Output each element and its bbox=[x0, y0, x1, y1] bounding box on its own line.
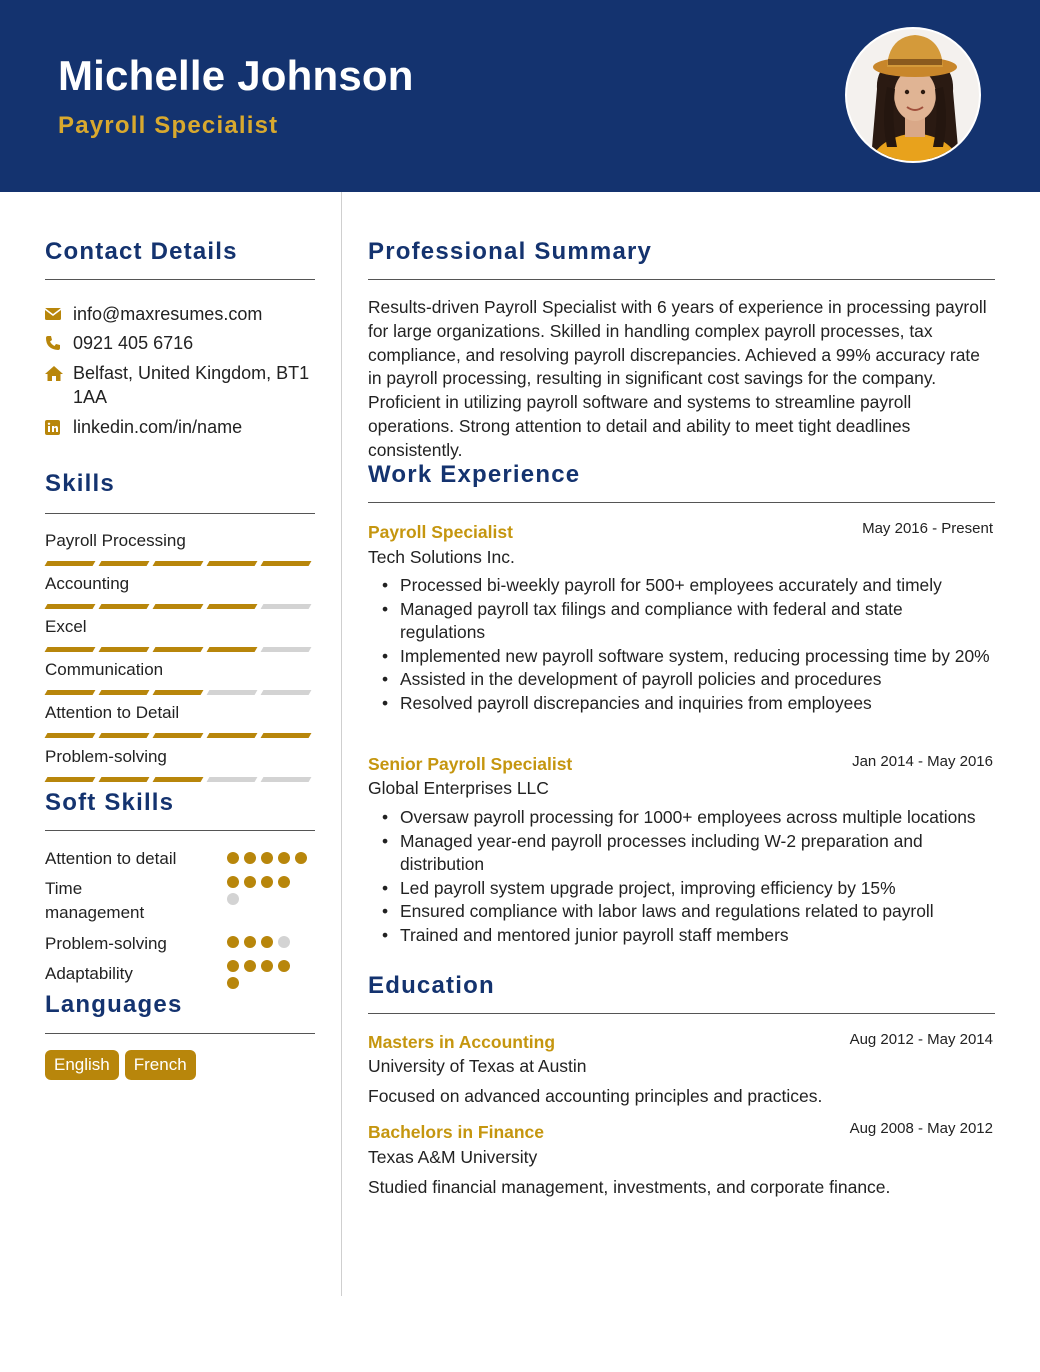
job-bullet: • Trained and mentored junior payroll staff members bbox=[380, 924, 992, 948]
soft-skill-name: Problem-solving bbox=[45, 934, 167, 953]
rating-dot bbox=[278, 876, 290, 888]
skill-level-segment bbox=[261, 561, 312, 566]
skill-name: Excel bbox=[45, 617, 87, 636]
rating-dot bbox=[261, 960, 273, 972]
rating-dot bbox=[244, 936, 256, 948]
job-date: May 2016 - Present bbox=[862, 520, 993, 537]
job-title: Senior Payroll Specialist bbox=[368, 754, 573, 774]
skill-level-segment bbox=[261, 690, 312, 695]
rating-dot bbox=[261, 852, 273, 864]
job-bullet: • Oversaw payroll processing for 1000+ employees across multiple locations bbox=[380, 806, 992, 830]
skill-level-segment bbox=[207, 733, 258, 738]
education-heading: Education bbox=[368, 972, 495, 999]
skill-level-bar bbox=[46, 733, 310, 738]
degree-title: Masters in Accounting bbox=[368, 1032, 556, 1052]
soft-skill-rating bbox=[227, 936, 295, 948]
skill-name: Problem-solving bbox=[45, 747, 167, 766]
rating-dot bbox=[278, 960, 290, 972]
skill-level-segment bbox=[261, 604, 312, 609]
contact-address bbox=[45, 361, 313, 409]
contact-address-text: Belfast, United Kingdom, BT1 1AA bbox=[73, 363, 310, 407]
rating-dot bbox=[278, 936, 290, 948]
skill-name: Communication bbox=[45, 660, 164, 679]
skill-level-segment bbox=[261, 733, 312, 738]
rating-dot bbox=[261, 876, 273, 888]
skill-level-segment bbox=[207, 690, 258, 695]
degree-description: Studied financial management, investments, and corporate finance. bbox=[368, 1177, 891, 1197]
skill-level-segment bbox=[153, 647, 204, 652]
school-name: University of Texas at Austin bbox=[368, 1056, 587, 1076]
skill-level-segment bbox=[45, 604, 96, 609]
skill-name: Attention to Detail bbox=[45, 703, 180, 722]
rating-dot bbox=[227, 936, 239, 948]
linkedin-icon bbox=[45, 415, 73, 439]
summary-rule bbox=[368, 279, 995, 280]
skill-level-segment bbox=[45, 733, 96, 738]
job-bullets bbox=[380, 574, 992, 716]
profile-photo-icon bbox=[847, 29, 981, 163]
soft-skill-rating bbox=[227, 960, 295, 989]
job-bullet: • Resolved payroll discrepancies and inquiries from employees bbox=[380, 692, 992, 716]
degree-title: Bachelors in Finance bbox=[368, 1122, 545, 1142]
job-bullet: • Ensured compliance with labor laws and regulations related to payroll bbox=[380, 900, 992, 924]
skill-level-segment bbox=[45, 647, 96, 652]
contact-linkedin[interactable] bbox=[45, 415, 313, 439]
skill-name: Payroll Processing bbox=[45, 531, 186, 550]
candidate-name: Michelle Johnson bbox=[58, 52, 414, 99]
rating-dot bbox=[227, 960, 239, 972]
job-bullet: • Processed bi-weekly payroll for 500+ employees accurately and timely bbox=[380, 574, 992, 598]
rating-dot bbox=[227, 876, 239, 888]
job-bullet: • Assisted in the development of payroll policies and procedures bbox=[380, 668, 992, 692]
education-rule bbox=[368, 1013, 995, 1014]
rating-dot bbox=[244, 852, 256, 864]
soft-skill-name: Attention to detail bbox=[45, 849, 177, 868]
skill-level-segment bbox=[99, 647, 150, 652]
skill-name: Accounting bbox=[45, 574, 130, 593]
contact-heading: Contact Details bbox=[45, 238, 238, 265]
contact-rule bbox=[45, 279, 315, 280]
job-bullet: • Managed year-end payroll processes including W-2 preparation and distribution bbox=[380, 830, 992, 877]
phone-icon bbox=[45, 331, 73, 355]
soft-skill-name: Adaptability bbox=[45, 964, 133, 983]
skill-level-segment bbox=[45, 561, 96, 566]
job-bullet: • Managed payroll tax filings and compliance with federal and state regulations bbox=[380, 598, 992, 645]
rating-dot bbox=[227, 977, 239, 989]
skill-level-segment bbox=[207, 561, 258, 566]
experience-heading: Work Experience bbox=[368, 461, 581, 488]
contact-email[interactable] bbox=[45, 302, 313, 326]
soft-skills-rule bbox=[45, 830, 315, 831]
skill-level-segment bbox=[153, 777, 204, 782]
soft-skills-heading: Soft Skills bbox=[45, 789, 175, 816]
summary-heading: Professional Summary bbox=[368, 238, 653, 265]
rating-dot bbox=[227, 893, 239, 905]
home-icon bbox=[45, 361, 73, 385]
profile-photo bbox=[845, 27, 981, 163]
skill-level-segment bbox=[99, 604, 150, 609]
degree-description: Focused on advanced accounting principles and practices. bbox=[368, 1086, 823, 1106]
job-title: Payroll Specialist bbox=[368, 522, 513, 542]
contact-phone-text: 0921 405 6716 bbox=[73, 333, 194, 353]
job-bullets bbox=[380, 806, 992, 948]
skill-level-segment bbox=[153, 733, 204, 738]
contact-phone[interactable] bbox=[45, 331, 313, 355]
languages-heading: Languages bbox=[45, 991, 183, 1018]
envelope-icon bbox=[45, 302, 73, 326]
skill-level-segment bbox=[207, 777, 258, 782]
experience-rule bbox=[368, 502, 995, 503]
skill-level-bar bbox=[46, 777, 310, 782]
language-tag-french: French bbox=[125, 1050, 196, 1080]
job-bullet: • Implemented new payroll software system, reducing processing time by 20% bbox=[380, 645, 992, 669]
skill-level-segment bbox=[153, 604, 204, 609]
soft-skill-rating bbox=[227, 852, 312, 864]
degree-date: Aug 2012 - May 2014 bbox=[849, 1031, 993, 1048]
rating-dot bbox=[244, 876, 256, 888]
skill-level-segment bbox=[99, 733, 150, 738]
soft-skill-rating bbox=[227, 876, 295, 905]
job-date: Jan 2014 - May 2016 bbox=[852, 753, 993, 770]
languages-rule bbox=[45, 1033, 315, 1034]
degree-date: Aug 2008 - May 2012 bbox=[849, 1120, 993, 1137]
soft-skill-name: Time management bbox=[45, 879, 145, 922]
rating-dot bbox=[278, 852, 290, 864]
skill-level-segment bbox=[153, 561, 204, 566]
skill-level-segment bbox=[207, 604, 258, 609]
rating-dot bbox=[261, 936, 273, 948]
skill-level-segment bbox=[153, 690, 204, 695]
skills-rule bbox=[45, 513, 315, 514]
skill-level-segment bbox=[99, 561, 150, 566]
skill-level-bar bbox=[46, 647, 310, 652]
column-divider bbox=[341, 192, 342, 1296]
contact-linkedin-text: linkedin.com/in/name bbox=[73, 417, 243, 437]
school-name: Texas A&M University bbox=[368, 1147, 538, 1167]
skill-level-segment bbox=[45, 690, 96, 695]
skill-level-segment bbox=[261, 777, 312, 782]
rating-dot bbox=[295, 852, 307, 864]
skills-heading: Skills bbox=[45, 470, 115, 497]
skill-level-segment bbox=[99, 690, 150, 695]
skill-level-bar bbox=[46, 604, 310, 609]
resume-header bbox=[0, 0, 1040, 192]
job-company: Tech Solutions Inc. bbox=[368, 547, 515, 567]
rating-dot bbox=[227, 852, 239, 864]
language-tag-english: English bbox=[45, 1050, 119, 1080]
language-tags bbox=[45, 1050, 196, 1080]
job-bullet: • Led payroll system upgrade project, improving efficiency by 15% bbox=[380, 877, 992, 901]
job-company: Global Enterprises LLC bbox=[368, 778, 549, 798]
candidate-title: Payroll Specialist bbox=[58, 112, 279, 139]
rating-dot bbox=[244, 960, 256, 972]
skill-level-bar bbox=[46, 561, 310, 566]
skill-level-segment bbox=[45, 777, 96, 782]
skill-level-segment bbox=[207, 647, 258, 652]
skill-level-segment bbox=[99, 777, 150, 782]
contact-email-text: info@maxresumes.com bbox=[73, 304, 263, 324]
skill-level-segment bbox=[261, 647, 312, 652]
skill-level-bar bbox=[46, 690, 310, 695]
summary-text: Results-driven Payroll Specialist with 6 years of experience in processing payroll for large organizations. Skilled in handling complex payroll processes, tax compliance, and resolving payroll discrepancies. Achieved a 99% accuracy rate in payroll processing, resulting in significant cost savings for the company. Proficient in utilizing payroll software and systems to streamline payroll operations. Strong attention to detail and ability to meet tight deadlines consistently. bbox=[368, 297, 987, 460]
